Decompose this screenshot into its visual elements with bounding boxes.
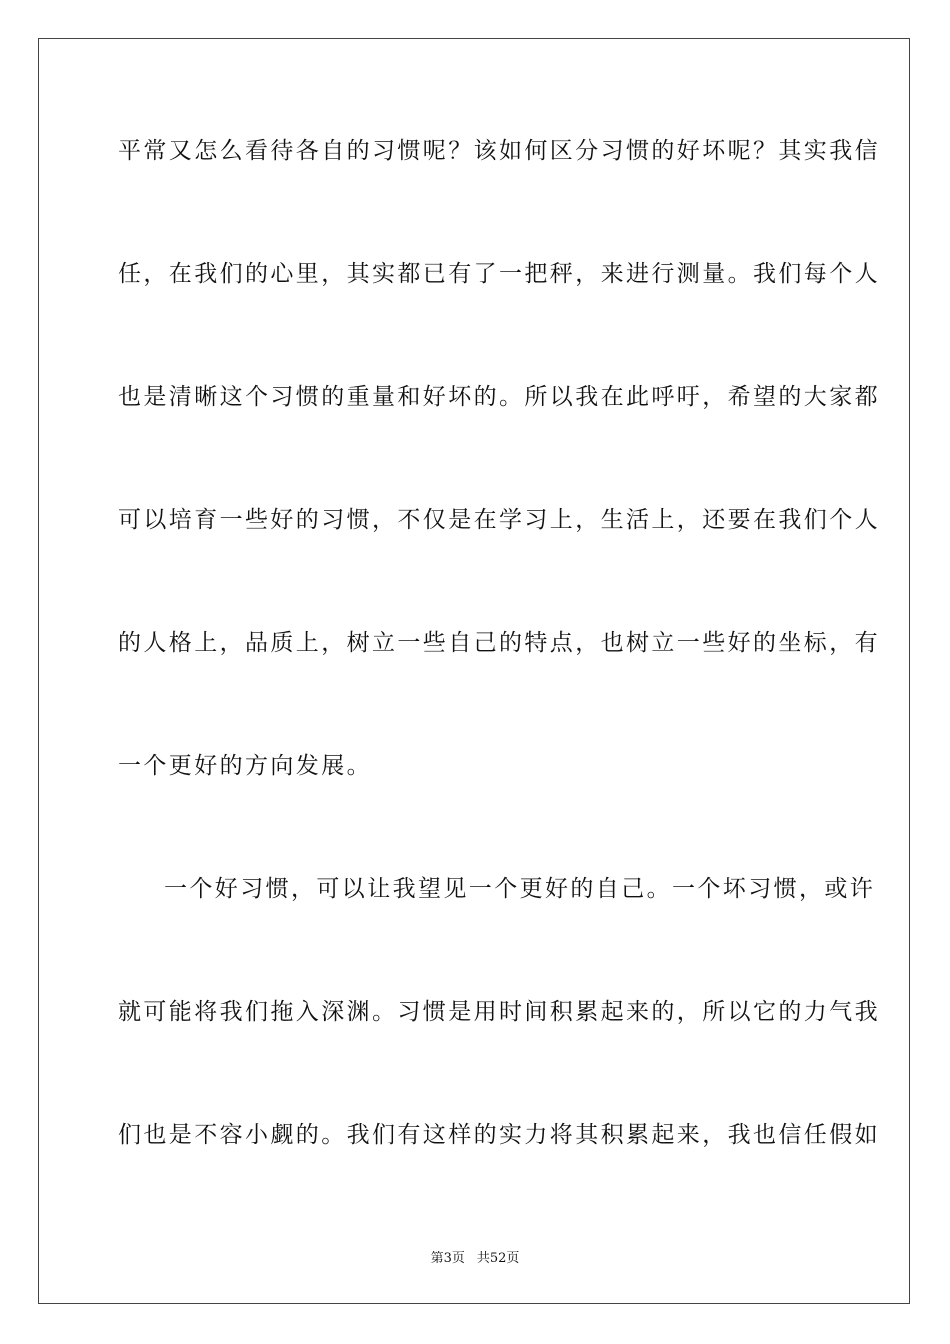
text-line: 的人格上，品质上，树立一些自己的特点，也树立一些好的坐标，有 xyxy=(118,630,880,656)
text-line: 任，在我们的心里，其实都已有了一把秤，来进行测量。我们每个人 xyxy=(118,261,880,287)
page-number: 第3页 xyxy=(430,1251,465,1266)
text-line: 可以培育一些好的习惯，不仅是在学习上，生活上，还要在我们个人 xyxy=(118,507,880,533)
text-line: 就可能将我们拖入深渊。习惯是用时间积累起来的，所以它的力气我 xyxy=(118,999,880,1025)
text-line: 平常又怎么看待各自的习惯呢？该如何区分习惯的好坏呢？其实我信 xyxy=(118,138,880,164)
page-footer xyxy=(0,1247,950,1266)
page-total: 共52页 xyxy=(476,1251,520,1266)
text-line: 们也是不容小觑的。我们有这样的实力将其积累起来，我也信任假如 xyxy=(118,1122,880,1148)
text-line: 一个好习惯，可以让我望见一个更好的自己。一个坏习惯，或许 xyxy=(164,876,876,902)
text-line: 一个更好的方向发展。 xyxy=(118,753,372,779)
page-border xyxy=(38,38,910,1304)
text-line: 也是清晰这个习惯的重量和好坏的。所以我在此呼吁，希望的大家都 xyxy=(118,384,880,410)
